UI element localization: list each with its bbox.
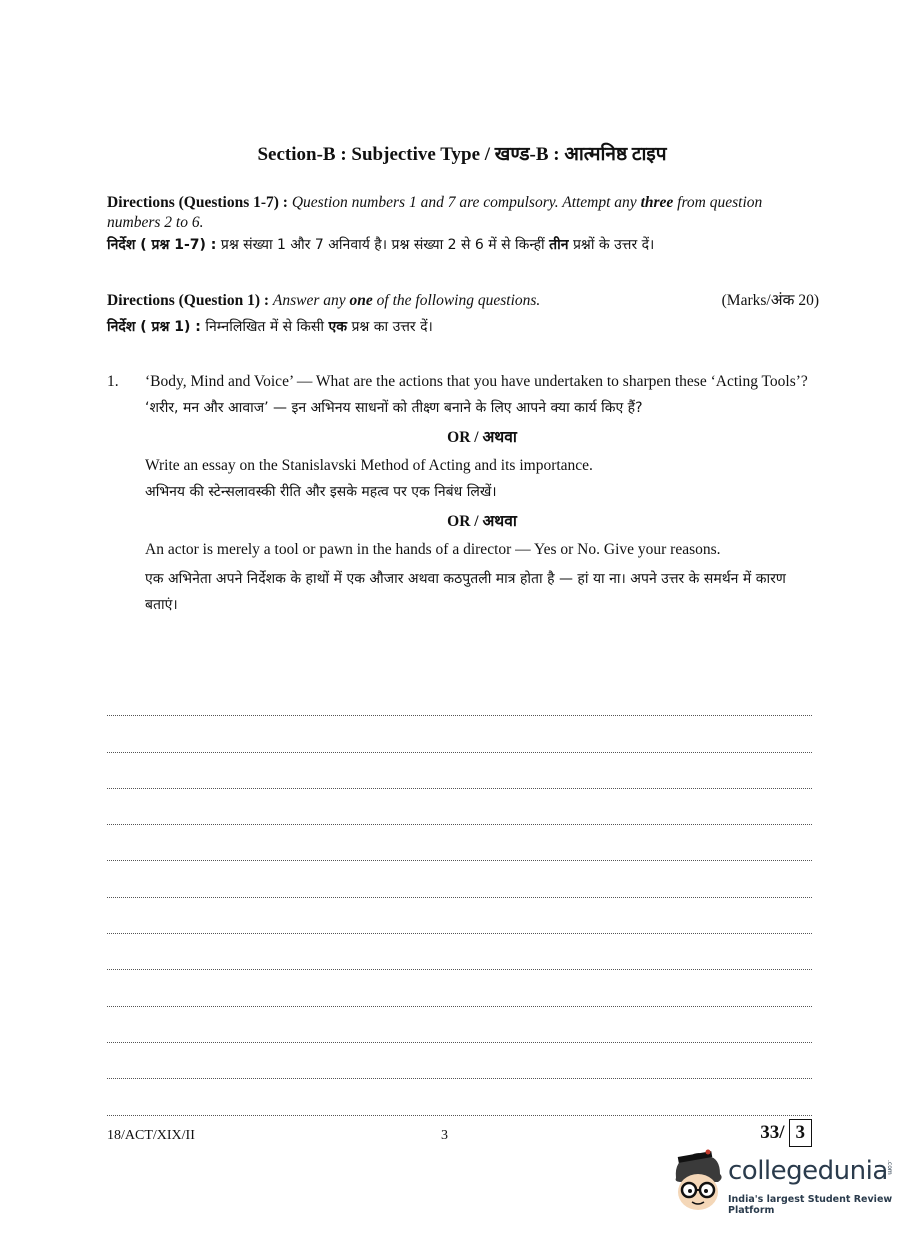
section-title: Section-B : Subjective Type / खण्ड-B : आत्मनिष्ठ टाइप bbox=[257, 144, 667, 165]
directions-hindi: निर्देश ( प्रश्न 1-7) : प्रश्न संख्या 1 और 7 अनिवार्य है। प्रश्न संख्या 2 से 6 में से किन्हीं तीन प्रश्नों के उत्तर दें। bbox=[107, 237, 655, 253]
page-number: 3 bbox=[441, 1128, 448, 1143]
brand-tagline: India's largest Student Review Platform bbox=[728, 1194, 893, 1216]
mascot-icon bbox=[668, 1148, 728, 1216]
question-number: 1. bbox=[107, 373, 119, 390]
answer-lines[interactable] bbox=[107, 680, 812, 1116]
answer-line[interactable] bbox=[107, 1007, 812, 1043]
collegedunia-watermark bbox=[668, 1148, 898, 1218]
directions-question-1 bbox=[107, 291, 819, 337]
brand-suffix: .com bbox=[886, 1160, 893, 1175]
question-1 bbox=[107, 372, 819, 618]
question-part-b-hindi: अभिनय की स्टेन्सलावस्की रीति और इसके महत्व पर एक निबंध लिखें। bbox=[145, 484, 497, 500]
paper-code: 18/ACT/XIX/II bbox=[107, 1128, 195, 1143]
answer-line[interactable] bbox=[107, 825, 812, 861]
directions-hindi: निर्देश ( प्रश्न 1) : निम्नलिखित में से किसी एक प्रश्न का उत्तर दें। bbox=[107, 319, 433, 335]
answer-line[interactable] bbox=[107, 716, 812, 752]
question-part-b-english: Write an essay on the Stanislavski Method of Acting and its importance. bbox=[145, 457, 593, 474]
directions-english: Directions (Question 1) : Answer any one of the following questions. (Marks/अंक 20) bbox=[107, 292, 819, 309]
brand-name: collegedunia bbox=[728, 1156, 888, 1186]
answer-line[interactable] bbox=[107, 680, 812, 716]
or-separator: OR / अथवा bbox=[447, 429, 517, 446]
answer-line[interactable] bbox=[107, 789, 812, 825]
marks-label: (Marks/अंक 20) bbox=[721, 292, 819, 309]
question-part-a-hindi: ‘शरीर, मन और आवाज’ — इन अभिनय साधनों को तीक्ष्ण बनाने के लिए आपने क्या कार्य किए हैं? bbox=[145, 400, 643, 416]
answer-line[interactable] bbox=[107, 1079, 812, 1115]
serial-box: 3 bbox=[789, 1119, 813, 1147]
answer-line[interactable] bbox=[107, 753, 812, 789]
directions-english: Directions (Questions 1-7) : Question numbers 1 and 7 are compulsory. Attempt any three from question numbers 2 to 6. bbox=[107, 194, 763, 231]
or-separator: OR / अथवा bbox=[447, 513, 517, 530]
directions-label: Directions (Questions 1-7) : bbox=[107, 194, 288, 211]
answer-line[interactable] bbox=[107, 1043, 812, 1079]
answer-line[interactable] bbox=[107, 861, 812, 897]
serial-number: 33/ 3 bbox=[760, 1119, 812, 1147]
answer-line[interactable] bbox=[107, 970, 812, 1006]
answer-line[interactable] bbox=[107, 934, 812, 970]
answer-line[interactable] bbox=[107, 898, 812, 934]
question-part-a-english: ‘Body, Mind and Voice’ — What are the actions that you have undertaken to sharpen these ‘Acting Tools’? bbox=[145, 373, 808, 390]
question-part-c-english: An actor is merely a tool or pawn in the hands of a director — Yes or No. Give your reasons. bbox=[145, 541, 721, 558]
directions-questions-1-7 bbox=[107, 193, 819, 255]
question-part-c-hindi: एक अभिनेता अपने निर्देशक के हाथों में एक औजार अथवा कठपुतली मात्र होता है — हां या ना। अपने उत्तर के समर्थन में कारण बताएं। bbox=[145, 571, 786, 613]
